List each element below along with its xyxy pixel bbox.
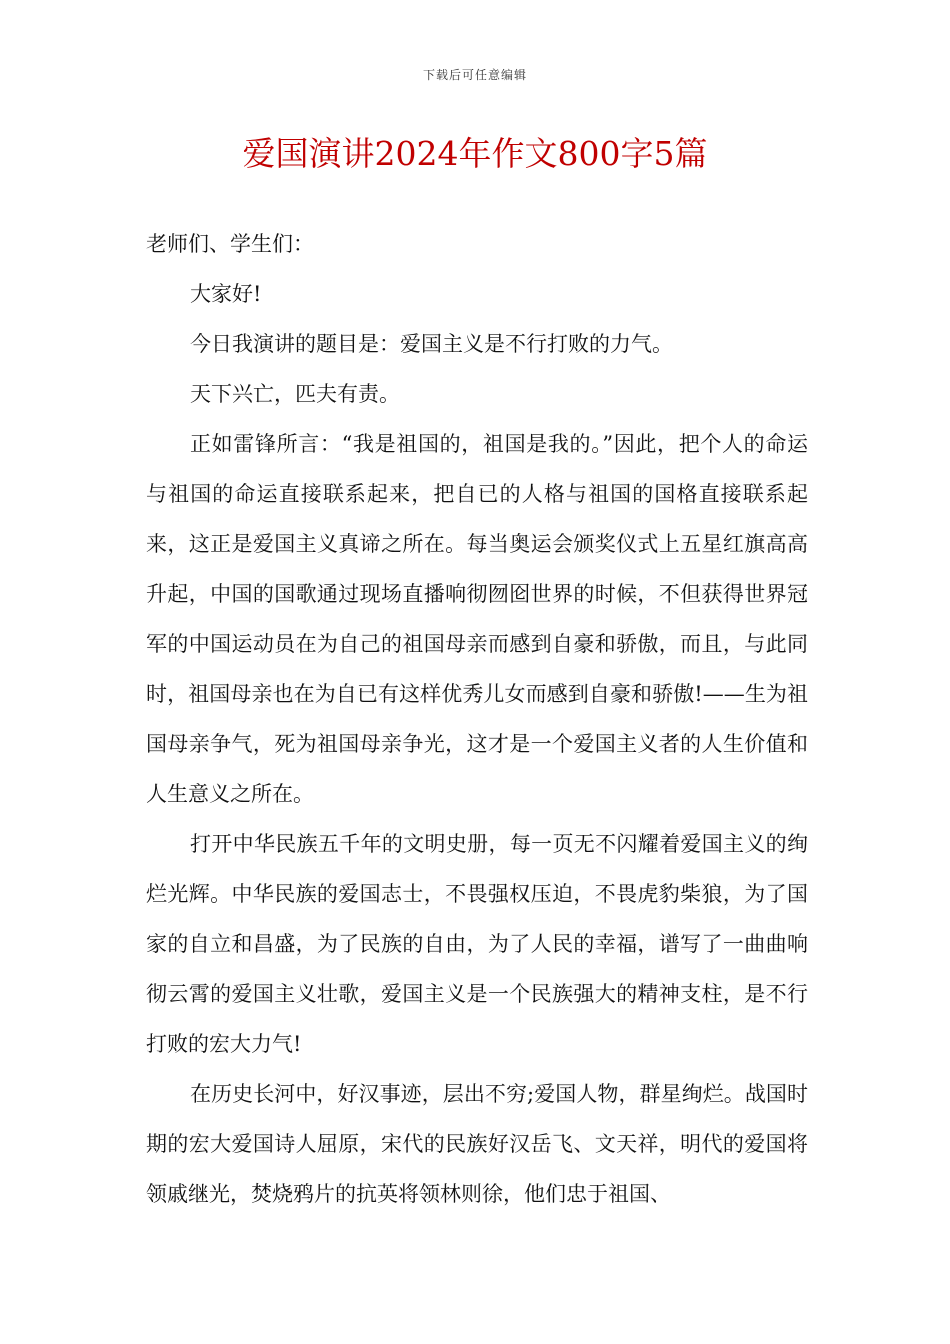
salutation: 老师们、学生们： [146, 232, 314, 256]
paragraph-history: 打开中华民族五千年的文明史册，每一页无不闪耀着爱国主义的绚烂光辉。中华民族的爱国志士，不畏强权压迫，不畏虎豹柴狼，为了国家的自立和昌盛，为了民族的自由，为了人民的幸福，谱写了一曲曲响彻云霄的爱国主义壮歌，爱国主义是一个民族强大的精神支柱，是不行打败的宏大力气! [146, 832, 808, 1056]
document-body [146, 219, 808, 1219]
paragraph-topic: 今日我演讲的题目是：爱国主义是不行打败的力气。 [190, 332, 673, 356]
paragraph-motto: 天下兴亡，匹夫有责。 [190, 382, 400, 406]
header-note: 下载后可任意编辑 [422, 68, 527, 82]
paragraph-lei-feng: 正如雷锋所言：“我是祖国的，祖国是我的。”因此，把个人的命运与祖国的命运直接联系起来，把自已的人格与祖国的国格直接联系起来，这正是爱国主义真谛之所在。每当奥运会颁奖仪式上五星红旗高高升起，中国的国歌通过现场直播响彻囫囵世界的时候，不但获得世界冠军的中国运动员在为自己的祖国母亲而感到自豪和骄傲，而且，与此同时，祖国母亲也在为自已有这样优秀儿女而感到自豪和骄傲!——生为祖国母亲争气，死为祖国母亲争光，这才是一个爱国主义者的人生价值和人生意义之所在。 [146, 432, 808, 806]
paragraph-heroes: 在历史长河中，好汉事迹，层出不穷;爱国人物，群星绚烂。战国时期的宏大爱国诗人屈原，宋代的民族好汉岳飞、文天祥，明代的爱国将领戚继光，焚烧鸦片的抗英将领林则徐，他们忠于祖国、 [146, 1082, 808, 1206]
paragraph-greeting: 大家好! [190, 282, 262, 306]
document-title: 爱国演讲2024年作文800字5篇 [242, 134, 708, 173]
